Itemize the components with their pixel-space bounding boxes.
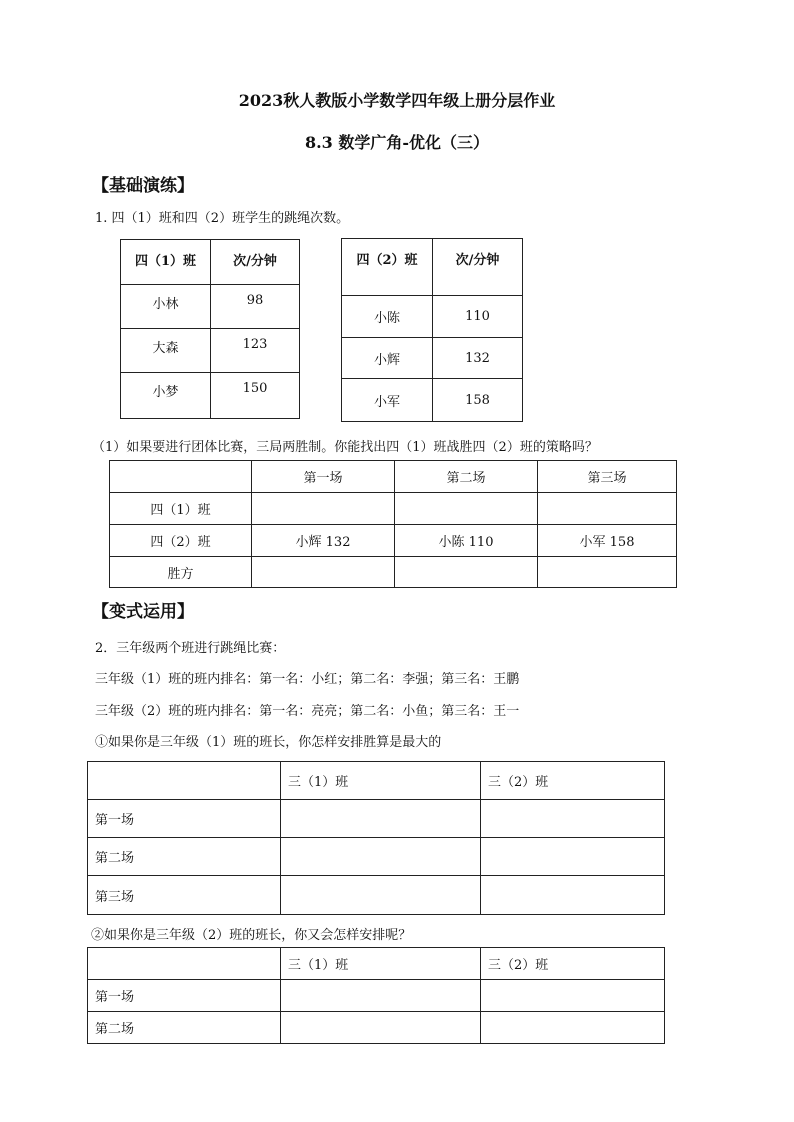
answer-cell[interactable] bbox=[481, 980, 665, 1012]
answer-cell[interactable] bbox=[395, 493, 538, 525]
table-cell: 158 bbox=[433, 379, 523, 422]
class-4-2-table bbox=[341, 238, 523, 422]
table-header: 第一场 bbox=[252, 461, 395, 493]
answer-cell[interactable] bbox=[481, 800, 665, 838]
table-cell bbox=[88, 762, 281, 800]
question-2-2: ②如果你是三年级（2）班的班长，你又会怎样安排呢？ bbox=[91, 928, 412, 943]
table-header: 次/分钟 bbox=[433, 239, 523, 296]
table-header: 四（1）班 bbox=[121, 240, 211, 285]
table-row-label: 第二场 bbox=[88, 1012, 281, 1044]
table-row-label: 胜方 bbox=[110, 557, 252, 588]
table-cell: 小陈 bbox=[342, 296, 433, 338]
table-cell: 小辉 132 bbox=[252, 525, 395, 557]
strategy-table bbox=[109, 460, 677, 588]
table-row-label: 四（2）班 bbox=[110, 525, 252, 557]
answer-cell[interactable] bbox=[281, 980, 481, 1012]
section-heading-variant: 【变式运用】 bbox=[92, 602, 194, 622]
table-cell bbox=[88, 948, 281, 980]
table-row-label: 第一场 bbox=[88, 800, 281, 838]
table-row-label: 第二场 bbox=[88, 838, 281, 876]
arrangement-table-2 bbox=[87, 947, 665, 1044]
question-1: 1. 四（1）班和四（2）班学生的跳绳次数。 bbox=[95, 211, 350, 226]
table-cell: 小辉 bbox=[342, 338, 433, 379]
answer-cell[interactable] bbox=[538, 493, 677, 525]
question-2: 2．三年级两个班进行跳绳比赛： bbox=[95, 641, 286, 656]
answer-cell[interactable] bbox=[281, 876, 481, 915]
table-header: 三（1）班 bbox=[281, 948, 481, 980]
answer-cell[interactable] bbox=[252, 493, 395, 525]
table-row-label: 四（1）班 bbox=[110, 493, 252, 525]
arrangement-table-1 bbox=[87, 761, 665, 915]
page-subtitle: 8.3 数学广角-优化（三） bbox=[304, 133, 490, 152]
section-heading-basic: 【基础演练】 bbox=[92, 176, 194, 196]
table-row-label: 第三场 bbox=[88, 876, 281, 915]
table-cell: 大森 bbox=[121, 329, 211, 373]
table-cell: 小军 bbox=[342, 379, 433, 422]
answer-cell[interactable] bbox=[481, 1012, 665, 1044]
ranking-class-1: 三年级（1）班的班内排名：第一名：小红；第二名：李强；第三名：王鹏 bbox=[95, 672, 520, 687]
answer-cell[interactable] bbox=[481, 876, 665, 915]
table-cell: 98 bbox=[211, 285, 300, 329]
table-header: 第三场 bbox=[538, 461, 677, 493]
answer-cell[interactable] bbox=[395, 557, 538, 588]
class-4-1-table bbox=[120, 239, 300, 419]
question-1-1: （1）如果要进行团体比赛，三局两胜制。你能找出四（1）班战胜四（2）班的策略吗？ bbox=[92, 440, 598, 455]
answer-cell[interactable] bbox=[481, 838, 665, 876]
table-header: 三（1）班 bbox=[281, 762, 481, 800]
table-cell bbox=[110, 461, 252, 493]
answer-cell[interactable] bbox=[538, 557, 677, 588]
table-cell: 小梦 bbox=[121, 373, 211, 419]
table-cell: 小军 158 bbox=[538, 525, 677, 557]
table-header: 三（2）班 bbox=[481, 948, 665, 980]
table-header: 第二场 bbox=[395, 461, 538, 493]
page-title: 2023秋人教版小学数学四年级上册分层作业 bbox=[238, 91, 556, 110]
table-header: 三（2）班 bbox=[481, 762, 665, 800]
table-row-label: 第一场 bbox=[88, 980, 281, 1012]
table-header: 次/分钟 bbox=[211, 240, 300, 285]
answer-cell[interactable] bbox=[281, 838, 481, 876]
answer-cell[interactable] bbox=[252, 557, 395, 588]
question-2-1: ①如果你是三年级（1）班的班长，你怎样安排胜算是最大的 bbox=[95, 735, 442, 750]
table-cell: 小陈 110 bbox=[395, 525, 538, 557]
table-cell: 110 bbox=[433, 296, 523, 338]
table-cell: 小林 bbox=[121, 285, 211, 329]
ranking-class-2: 三年级（2）班的班内排名：第一名：亮亮；第二名：小鱼；第三名：王一 bbox=[95, 704, 520, 719]
answer-cell[interactable] bbox=[281, 800, 481, 838]
answer-cell[interactable] bbox=[281, 1012, 481, 1044]
table-cell: 132 bbox=[433, 338, 523, 379]
table-header: 四（2）班 bbox=[342, 239, 433, 296]
table-cell: 123 bbox=[211, 329, 300, 373]
table-cell: 150 bbox=[211, 373, 300, 419]
